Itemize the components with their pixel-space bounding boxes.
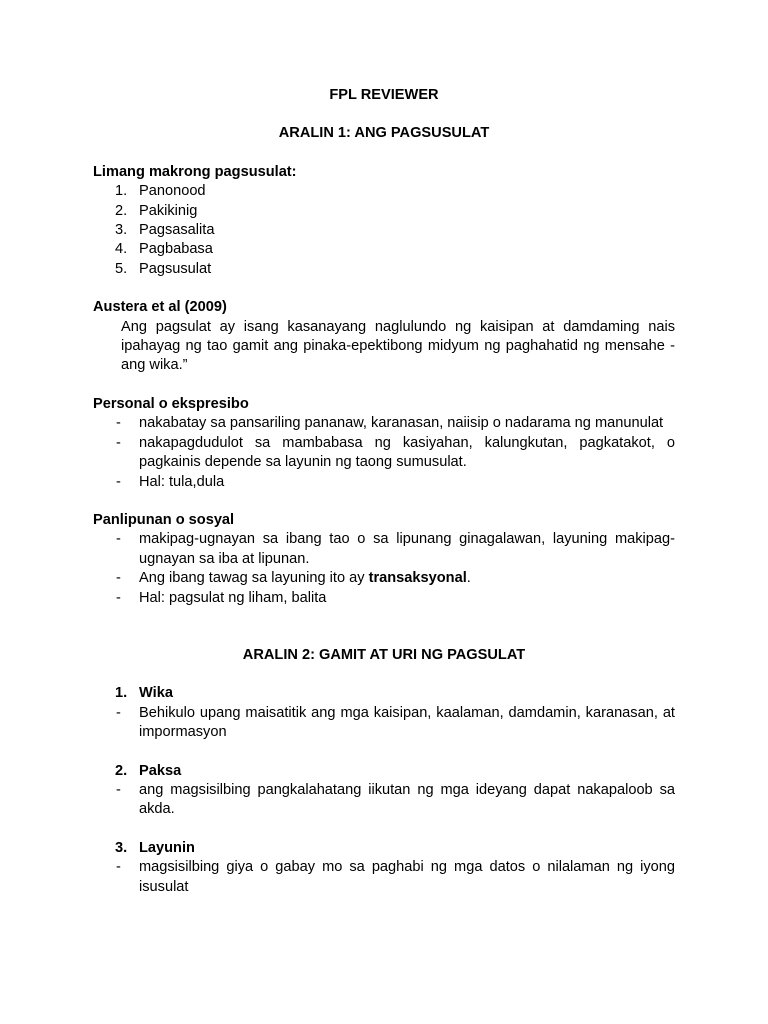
list-item: - magsisilbing giya o gabay mo sa paghabi ng mga datos o nilalaman ng iyong isusulat (116, 859, 675, 895)
document-page (93, 86, 675, 897)
list-item: 2. Pakikinig (115, 202, 198, 219)
paksa-list (93, 781, 675, 820)
lesson-2-title: ARALIN 2: GAMIT AT URI NG PAGSULAT (242, 646, 526, 663)
layunin-heading: 3. Layunin (115, 839, 195, 856)
list-item: - Hal: pagsulat ng liham, balita (116, 589, 327, 606)
social-heading: Panlipunan o sosyal (93, 511, 235, 528)
austera-heading: Austera et al (2009) (93, 299, 227, 316)
personal-heading: Personal o ekspresibo (93, 395, 249, 412)
list-item: - nakabatay sa pansariling pananaw, karanasan, naiisip o nadarama ng manunulat (116, 415, 664, 432)
social-list (93, 530, 675, 608)
wika-heading: 1. Wika (115, 685, 173, 702)
list-item: - nakapagdudulot sa mambabasa ng kasiyahan, kalungkutan, pagkatakot, o pagkainis depende sa layunin ng taong sumusulat. (116, 434, 675, 471)
wika-list (93, 704, 675, 743)
layunin-list (93, 858, 675, 897)
paksa-heading: 2. Paksa (115, 762, 182, 779)
list-item: - Hal: tula,dula (116, 473, 225, 490)
list-item: 4. Pagbabasa (115, 241, 213, 258)
transaksyonal-term: transaksyonal (368, 570, 467, 587)
list-item: - Behikulo upang maisatitik ang mga kaisipan, kaalaman, damdamin, karanasan, at impormasyon (116, 704, 675, 741)
macro-writing-list (93, 182, 675, 279)
lesson-1-title: ARALIN 1: ANG PAGSUSULAT (278, 125, 490, 142)
personal-list (93, 414, 675, 492)
list-item: 1. Panonood (115, 183, 206, 200)
list-item: - Ang ibang tawag sa layuning ito ay transaksyonal. (116, 570, 471, 587)
macro-writing-heading: Limang makrong pagsusulat: (93, 163, 297, 180)
list-item: 5. Pagsusulat (115, 260, 212, 277)
austera-quote: Ang pagsulat ay isang kasanayang naglulundo ng kaisipan at damdaming nais ipahayag ng tao gamit ang pinaka-epektibong midyum ng paghahatid ng mensahe - ang wika.” (121, 318, 675, 374)
list-item: - makipag-ugnayan sa ibang tao o sa lipunang ginagalawan, layuning makipag-ugnayan sa iba at lipunan. (116, 531, 675, 567)
document-title: FPL REVIEWER (329, 87, 439, 103)
list-item: 3. Pagsasalita (115, 222, 215, 239)
list-item: - ang magsisilbing pangkalahatang iikutan ng mga ideyang dapat nakapaloob sa akda. (116, 781, 675, 818)
